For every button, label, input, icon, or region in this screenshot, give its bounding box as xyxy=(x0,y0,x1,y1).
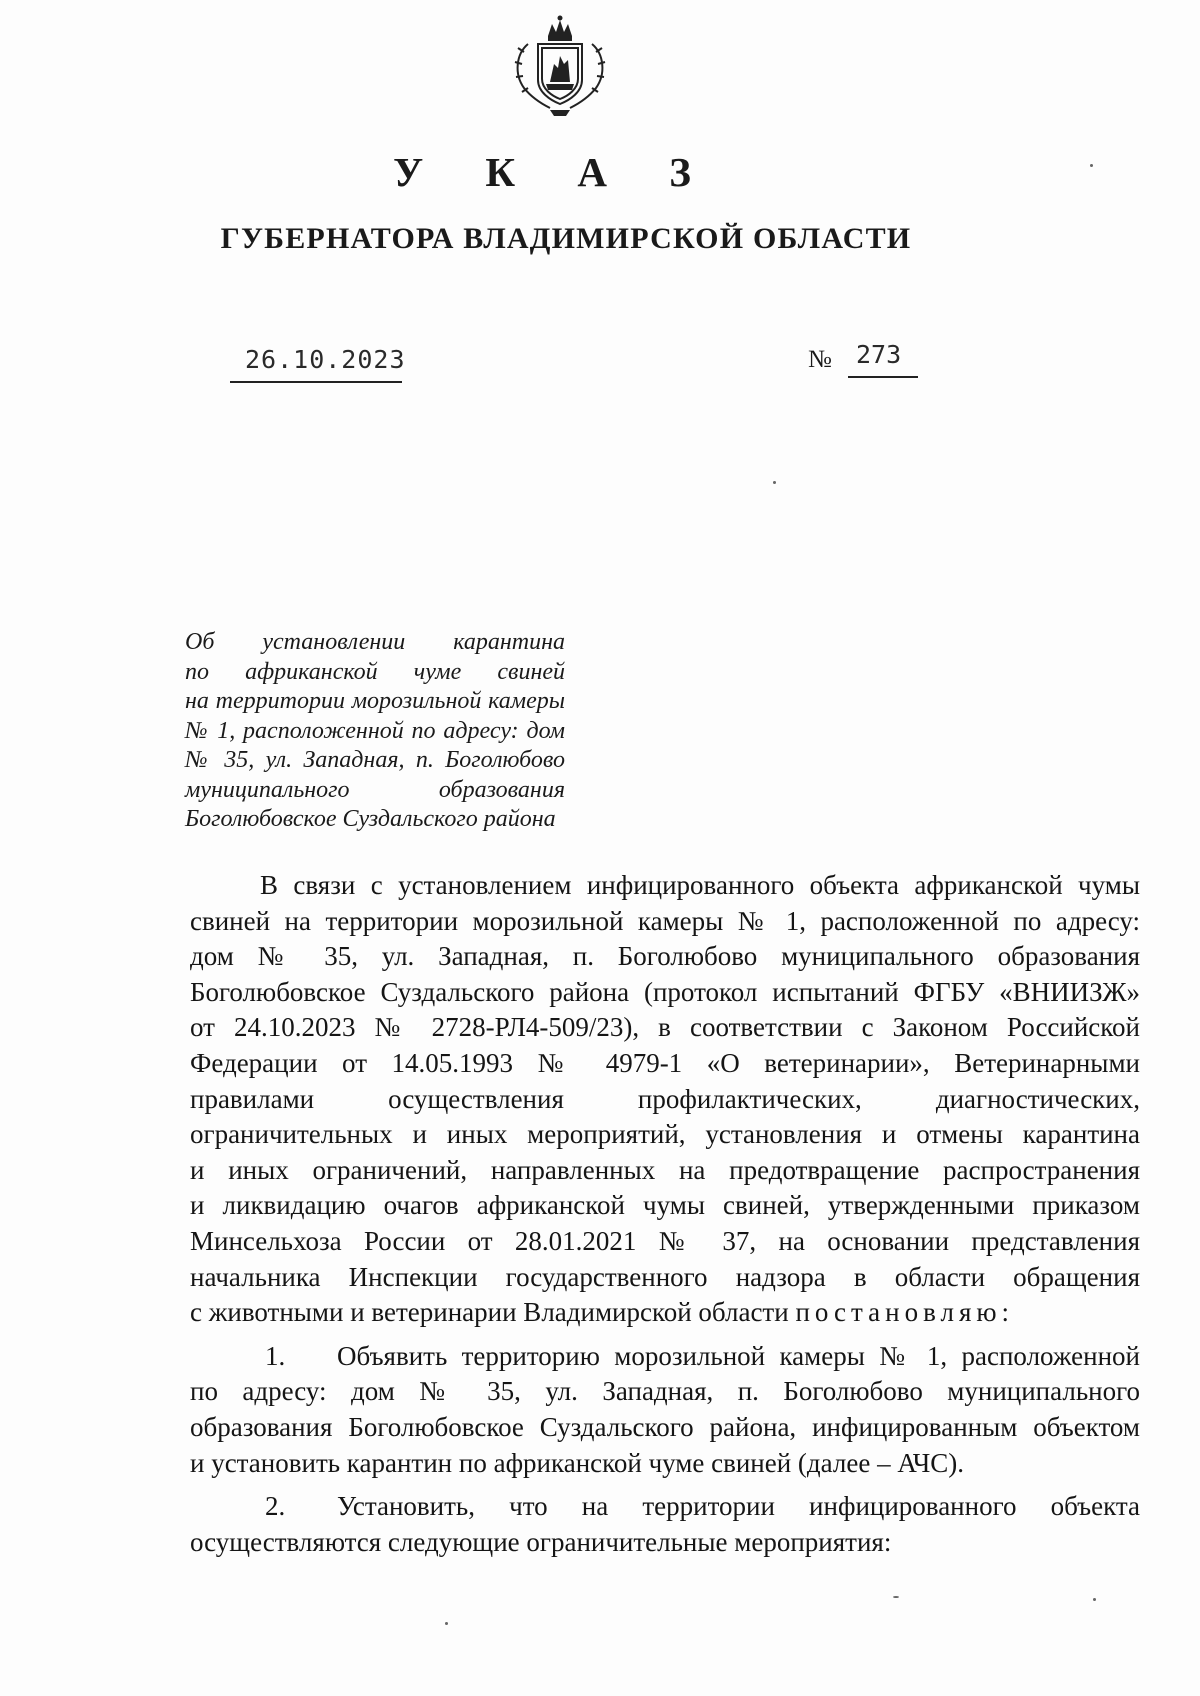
preamble-line: правилами осуществления профилактических, диагностических, xyxy=(190,1083,1140,1114)
preamble-line: от 24.10.2023 № 2728-РЛ4-509/23), в соответствии с Законом Российской xyxy=(190,1012,1140,1043)
subject-line: № 1, расположенной по адресу: дом xyxy=(185,717,565,744)
document-date xyxy=(230,345,406,389)
item-line: и установить карантин по африканской чуме свиней (далее – АЧС). xyxy=(190,1447,965,1478)
subject-line: № 35, ул. Западная, п. Боголюбово xyxy=(185,747,565,773)
preamble-line: начальника Инспекции государственного надзора в области обращения xyxy=(190,1261,1140,1292)
preamble-paragraph xyxy=(190,868,1140,1331)
item-first-line xyxy=(190,1489,1140,1525)
item-text: Объявить территорию морозильной камеры № 1, расположенной xyxy=(337,1340,1140,1371)
preamble-line: В связи с установлением инфицированного объекта африканской чумы xyxy=(260,870,1140,900)
document-title: У К А З xyxy=(393,149,717,195)
preamble-line: Минсельхоза России от 28.01.2021 № 37, на основании представления xyxy=(190,1225,1140,1256)
subject-line: по африканской чуме свиней xyxy=(185,658,565,685)
item-line: по адресу: дом № 35, ул. Западная, п. Боголюбово муниципального xyxy=(190,1376,1140,1407)
scan-speck xyxy=(1090,164,1093,167)
preamble-line: и иных ограничений, направленных на предотвращение распространения xyxy=(190,1154,1140,1185)
preamble-line: Федерации от 14.05.1993 № 4979-1 «О ветеринарии», Ветеринарными xyxy=(190,1047,1140,1078)
preamble-last-line xyxy=(190,1295,1140,1331)
scan-speck xyxy=(445,1622,448,1625)
item-line: осуществляются следующие ограничительные мероприятия: xyxy=(190,1526,892,1557)
item-text: Установить, что на территории инфицированного объекта xyxy=(337,1491,1140,1522)
subject-line: Об установлении карантина xyxy=(185,629,565,655)
preamble-line: и ликвидацию очагов африканской чумы свиней, утвержденными приказом xyxy=(190,1190,1140,1221)
preamble-line: дом № 35, ул. Западная, п. Боголюбово муниципального образования xyxy=(190,941,1140,972)
number-underline xyxy=(848,376,918,378)
item-line: образования Боголюбовское Суздальского района, инфицированным объектом xyxy=(190,1411,1140,1442)
number-value: 273 xyxy=(856,340,902,369)
scan-speck xyxy=(1093,1598,1096,1601)
item-number: 2. xyxy=(265,1491,286,1522)
item-first-line xyxy=(190,1339,1140,1375)
decree-word: постановляю: xyxy=(795,1297,1015,1328)
preamble-line: Боголюбовское Суздальского района (протокол испытаний ФГБУ «ВНИИЗЖ» xyxy=(190,976,1140,1007)
date-underline xyxy=(230,381,402,383)
document-issuer: ГУБЕРНАТОРА ВЛАДИМИРСКОЙ ОБЛАСТИ xyxy=(220,222,912,255)
document-number xyxy=(808,340,918,384)
subject-line: Боголюбовское Суздальского района xyxy=(185,806,556,832)
preamble-line: ограничительных и иных мероприятий, установления и отмены карантина xyxy=(190,1119,1140,1150)
document-subject xyxy=(185,628,565,835)
subject-line: муниципального образования xyxy=(185,776,565,803)
item-number: 1. xyxy=(265,1340,286,1371)
preamble-last-text: с животными и ветеринарии Владимирской области xyxy=(190,1297,789,1328)
subject-line: на территории морозильной камеры xyxy=(185,688,565,714)
date-value: 26.10.2023 xyxy=(245,345,406,374)
coat-of-arms-emblem xyxy=(510,14,610,118)
list-item xyxy=(190,1489,1140,1560)
scan-speck xyxy=(773,481,776,484)
number-sign: № xyxy=(808,346,832,373)
preamble-line: свиней на территории морозильной камеры № 1, расположенной по адресу: xyxy=(190,905,1140,936)
scan-speck xyxy=(893,1596,899,1598)
list-item xyxy=(190,1339,1140,1481)
document-body xyxy=(190,868,1140,1560)
